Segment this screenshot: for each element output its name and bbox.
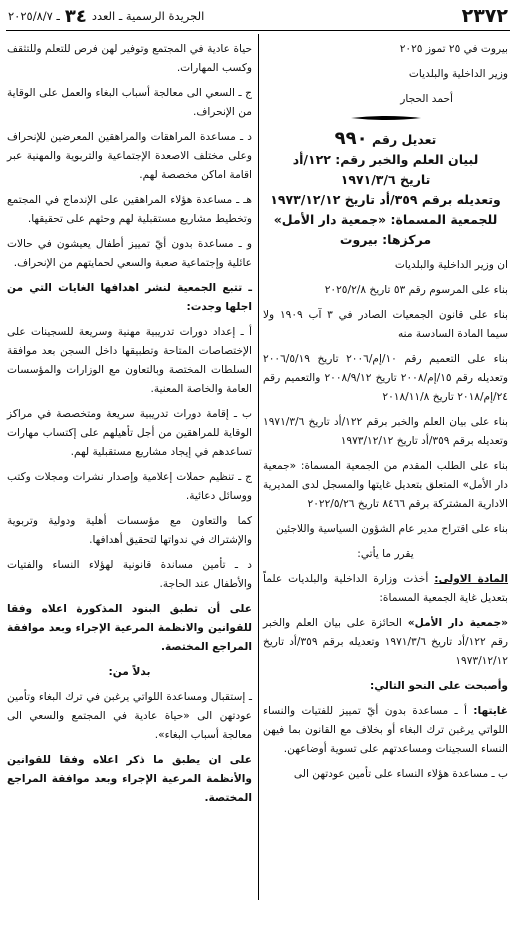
signature-name: أحمد الحجار: [400, 93, 453, 105]
paragraph: بناء على التعميم رقم ١٠/إم/٢٠٠٦ تاريخ ٢٠٠٦/٥/١٩ وتعديله رقم ١٥/إم/٢٠٠٨ تاريخ ٢٠٠٨/٩/١٢ والتعميم رقم ٢٤/إم/٢٠١٨ تاريخ ٢٠١٨/١١/٨: [263, 353, 508, 403]
decree-title: [263, 129, 508, 150]
decides-line: يقرر ما يأتي:: [357, 548, 414, 560]
decree-line3: تاريخ ١٩٧١/٣/٦: [340, 172, 431, 187]
signature-office: وزير الداخلية والبلديات: [408, 68, 508, 80]
decree-line6: مركزها: بيروت: [339, 232, 432, 247]
page-header: [8, 4, 508, 28]
goals-label: غايتها:: [473, 705, 509, 717]
paragraph: ج ـ تنظيم حملات إعلامية وإصدار نشرات ومجلات وكتب ووسائل دعائية.: [7, 471, 252, 502]
paragraph: ج ـ السعي الى معالجة أسباب البغاء والعمل على الوقاية من الإنحراف.: [7, 87, 252, 118]
paragraph: بناء على قانون الجمعيات الصادر في ٣ آب ١٩٠٩ ولا سيما المادة السادسة منه: [263, 309, 508, 340]
paragraph: كما والتعاون مع مؤسسات أهلية ودولية وتربوية والإشتراك في ندواتها لتحقيق أهدافها.: [7, 515, 252, 546]
signature-place-date: بيروت في ٢٥ تموز ٢٠٢٥: [399, 43, 508, 55]
paragraph: و ـ مساعدة بدون أيّ تمييز أطفال يعيشون في حالات عائلية وإجتماعية صعبة والسعي لحمايتهم من الإنحراف.: [7, 238, 252, 269]
gazette-title: الجريدة الرسمية ـ العدد: [91, 9, 205, 23]
paragraph: أ ـ إعداد دورات تدريبية مهنية وسريعة للسجينات على الإختصاصات المتاحة وتطبيقها داخل السجن بعد موافقة السلطات المختصة وبالتعاون مع الوزارات والمؤسسات العامة والخاصة المعنية.: [7, 326, 252, 395]
issue-info: [8, 6, 204, 27]
paragraph: ان وزير الداخلية والبلديات: [394, 259, 508, 271]
issue-number: ٣٤: [64, 5, 87, 27]
issue-date: ـ ٢٠٢٥/٨/٧: [8, 9, 60, 23]
association-text: الحائزة على بيان العلم والخبر رقم ١٢٢/أد تاريخ ١٩٧١/٣/٦ وتعديله برقم ٣٥٩/أد تاريخ ١٩٧٣/١٢/١٢: [263, 617, 508, 667]
goals-paragraph: [263, 702, 508, 759]
decree-line4: وتعديله برقم ٣٥٩/أد تاريخ ١٩٧٣/١٢/١٢: [270, 192, 501, 207]
article-1-text: أخذت وزارة الداخلية والبلديات علماً بتعديل غاية الجمعية المسماة:: [263, 573, 508, 604]
bold-clause: على ان يطبق ما ذكر اعلاه وفقا للقوانين والأنظمة المرعية الإجراء وبعد موافقة المراجع المختصة.: [7, 754, 252, 804]
became-heading: وأصبحت على النحو التالي:: [369, 680, 508, 692]
instead-heading: بدلاً من:: [108, 666, 151, 678]
section-heading: ـ تتبع الجمعية لنشر اهدافها الغايات التي من اجلها وجدت:: [7, 282, 252, 313]
paragraph: هـ ـ مساعدة هؤلاء المراهقين على الإندماج في المجتمع وتخطيط مشاريع مستقبلية لهم وحثهم على تحقيقها.: [7, 194, 252, 225]
paragraph: بناء على المرسوم رقم ٥٣ تاريخ ٢٠٢٥/٢/٨: [324, 284, 508, 296]
right-column: [263, 40, 508, 790]
page-number: ٢٣٧٢: [461, 5, 508, 27]
decree-number: ٩٩٠: [334, 128, 368, 149]
article-1: [263, 570, 508, 608]
decree-line5: للجمعية المسماة: «جمعية دار الأمل»: [273, 212, 498, 227]
paragraph: ب ـ إقامة دورات تدريبية سريعة ومتخصصة في مراكز الوقاية للمراهقين من أجل تأهيلهم على إكتساب مهارات تساعدهم في إيجاد مشاريع مستقبلية لهم.: [7, 408, 252, 458]
header-rule: [6, 30, 510, 31]
paragraph: د ـ تأمين مساندة قانونية لهؤلاء النساء والفتيات والأطفال عند الحاجة.: [7, 559, 252, 590]
association-name: «جمعية دار الأمل»: [407, 617, 509, 629]
decree-line1-prefix: تعديل رقم: [371, 132, 437, 147]
bold-clause: على أن تطبق البنود المذكورة اعلاه وفقا للقوانين والانظمة المرعية الإجراء وبعد موافقة المراجع المختصة.: [7, 603, 252, 653]
ornament-divider: [351, 115, 421, 121]
association-clause: [263, 614, 508, 671]
paragraph: حياة عادية في المجتمع وتوفير لهن فرص للتعلم وللتثقف وكسب المهارات.: [7, 43, 252, 74]
paragraph: بناء على اقتراح مدير عام الشؤون السياسية واللاجئين: [276, 523, 508, 535]
paragraph: د ـ مساعدة المراهقات والمراهقين المعرضين للإنحراف وعلى مختلف الاصعدة الإجتماعية والتربوية والمهنية عبر اقامة اماكن مخصصة لهم.: [7, 131, 252, 181]
paragraph: ـ إستقبال ومساعدة اللواتي يرغبن في ترك البغاء وتأمين عودتهن الى «حياة عادية في المجتمع والسعي الى معالجة أسباب البغاء».: [7, 691, 252, 741]
article-1-label: المادة الاولى:: [434, 573, 509, 585]
decree-line2: لبيان العلم والخبر رقم: ١٢٢/أد: [292, 152, 479, 167]
goal-b: ب ـ مساعدة هؤلاء النساء على تأمين عودتهن الى: [293, 768, 508, 780]
column-divider: [258, 34, 259, 900]
goals-text: أ ـ مساعدة بدون أيّ تمييز للفتيات والنساء اللواتي يرغبن ترك البغاء أو بخلاف مع القانون بما فيهن النساء السجينات ومساعدتهم على تسوية أوضاعهن.: [263, 705, 508, 755]
left-column: [7, 40, 252, 814]
paragraph: بناء على بيان العلم والخبر برقم ١٢٢/أد تاريخ ١٩٧١/٣/٦ وتعديله برقم ٣٥٩/أد تاريخ ١٩٧٣/١٢/١٢: [263, 416, 508, 447]
paragraph: بناء على الطلب المقدم من الجمعية المسماة: «جمعية دار الأمل» المتعلق بتعديل غايتها والمسجل لدى المديرية الادارية المشتركة برقم ٨٤٦٦ تاريخ ٢٠٢٢/٥/٢٦: [263, 460, 508, 510]
